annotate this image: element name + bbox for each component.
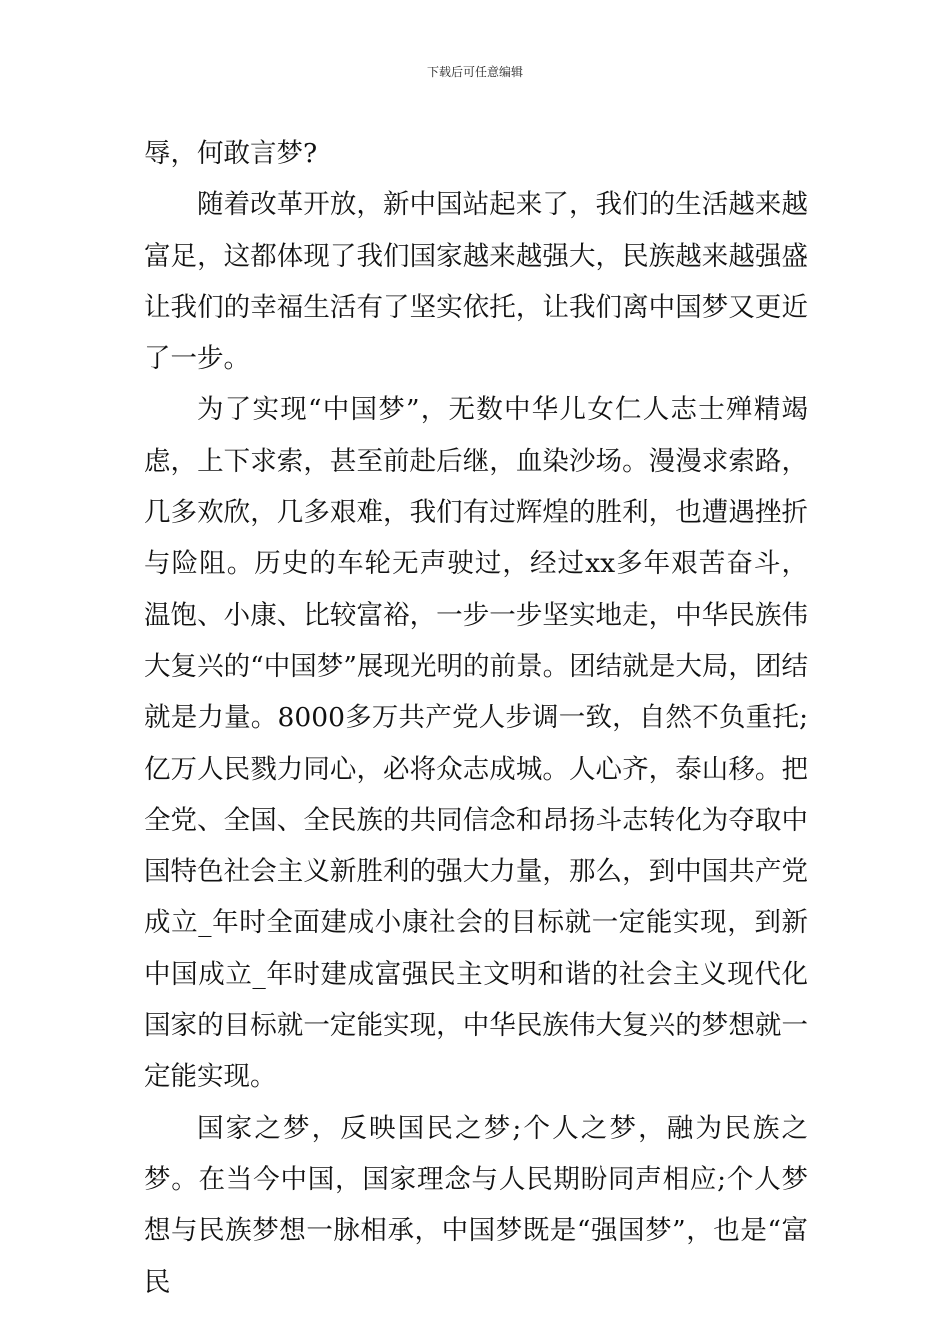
paragraph-reform-opening: 随着改革开放，新中国站起来了，我们的生活越来越富足，这都体现了我们国家越来越强大，民族越来越强盛让我们的幸福生活有了坚实依托，让我们离中国梦又更近了一步。 xyxy=(144,189,808,375)
page-header: 下载后可任意编辑 xyxy=(426,65,523,79)
document-body xyxy=(144,128,808,1308)
paragraph-national-dream: 国家之梦，反映国民之梦;个人之梦，融为民族之梦。在当今中国，国家理念与人民期盼同声相应;个人梦想与民族梦想一脉相承，中国梦既是“强国梦”，也是“富民 xyxy=(144,1112,808,1298)
paragraph-continuation: 辱，何敢言梦? xyxy=(144,138,318,169)
paragraph-china-dream: 为了实现“中国梦”，无数中华儿女仁人志士殚精竭虑，上下求索，甚至前赴后继，血染沙场。漫漫求索路，几多欢欣，几多艰难，我们有过辉煌的胜利，也遭遇挫折与险阻。历史的车轮无声驶过，经过xx多年艰苦奋斗，温饱、小康、比较富裕，一步一步坚实地走，中华民族伟大复兴的“中国梦”展现光明的前景。团结就是大局，团结就是力量。8000多万共产党人步调一致，自然不负重托;亿万人民戮力同心，必将众志成城。人心齐，泰山移。把全党、全国、全民族的共同信念和昂扬斗志转化为夺取中国特色社会主义新胜利的强大力量，那么，到中国共产党成立_年时全面建成小康社会的目标就一定能实现，到新中国成立_年时建成富强民主文明和谐的社会主义现代化国家的目标就一定能实现，中华民族伟大复兴的梦想就一定能实现。 xyxy=(144,394,808,1093)
